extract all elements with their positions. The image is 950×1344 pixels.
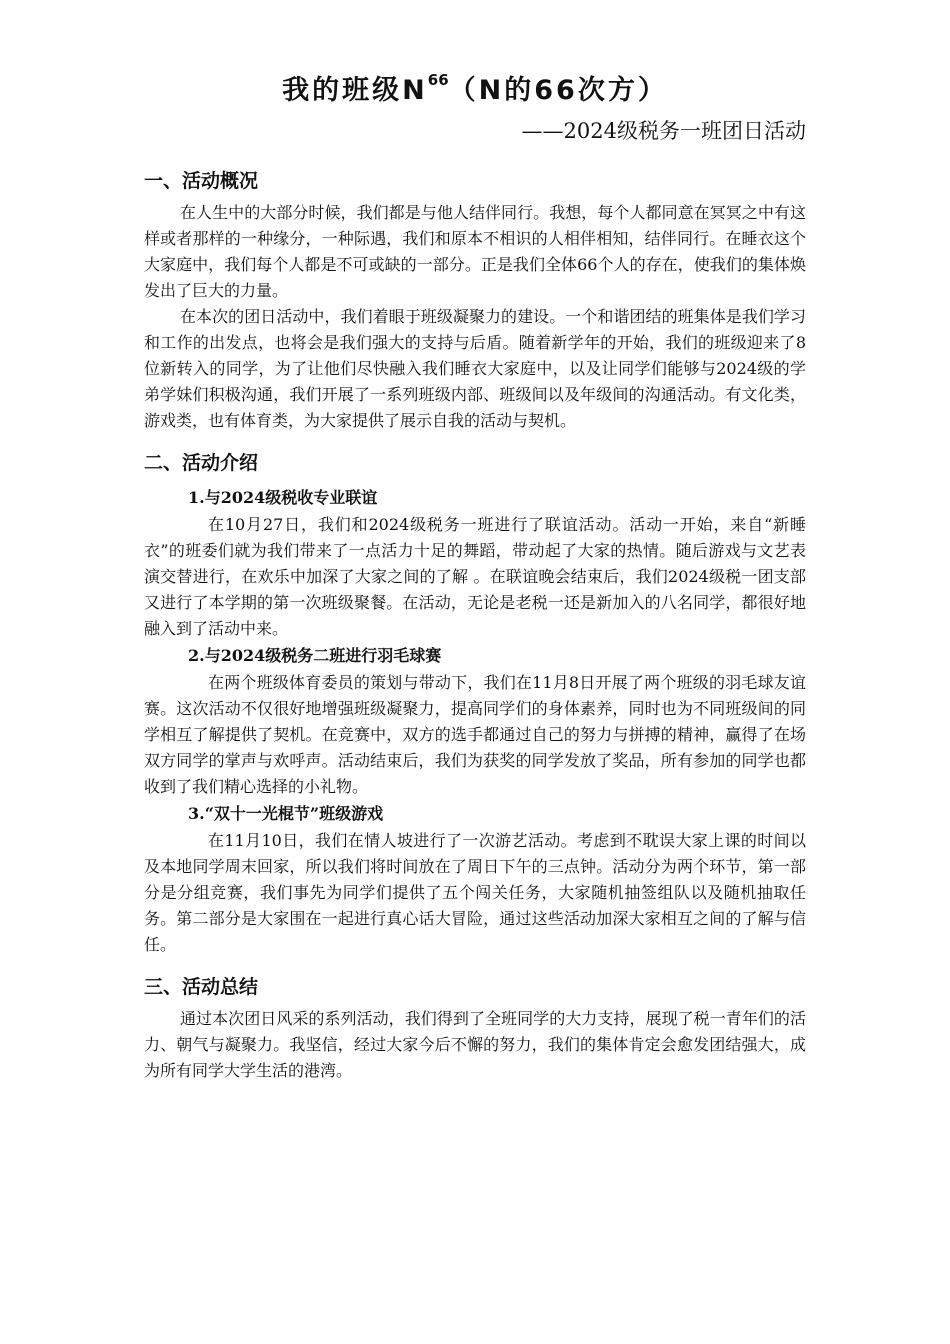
activity-title-2: 2.与2024级税务二班进行羽毛球赛 xyxy=(188,646,442,665)
overview-paragraph-2: 在本次的团日活动中，我们着眼于班级凝聚力的建设。一个和谐团结的班集体是我们学习和工作的出发点，也将会是我们强大的支持与后盾。随着新学年的开始，我们的班级迎来了8位新转入的同学，为了让他们尽快融入我们睡衣大家庭中，以及让同学们能够与2024级的学弟学妹们积极沟通，我们开展了一系列班级内部、班级间以及年级间的沟通活动。有文化类，游戏类，也有体育类，为大家提供了展示自我的活动与契机。 xyxy=(144,307,806,430)
activity-text-2: 在两个班级体育委员的策划与带动下，我们在11月8日开展了两个班级的羽毛球友谊赛。这次活动不仅很好地增强班级凝聚力，提高同学们的身体素养，同时也为不同班级间的同学相互了解提供了契机。在竞赛中，双方的选手都通过自己的努力与拼搏的精神，赢得了在场双方同学的掌声与欢呼声。活动结束后，我们为获奖的同学发放了奖品，所有参加的同学也都收到了我们精心选择的小礼物。 xyxy=(144,673,806,796)
activity-title-3: 3.“双十一光棍节”班级游戏 xyxy=(188,804,384,823)
overview-paragraph-1: 在人生中的大部分时候，我们都是与他人结伴同行。我想，每个人都同意在冥冥之中有这样或者那样的一种缘分，一种际遇，我们和原本不相识的人相伴相知，结伴同行。在睡衣这个大家庭中，我们每个人都是不可或缺的一部分。正是我们全体66个人的存在，使我们的集体焕发出了巨大的力量。 xyxy=(144,203,806,300)
title-superscript: 66 xyxy=(427,71,449,89)
document-subtitle: ——2024级税务一班团日活动 xyxy=(521,119,806,143)
section-heading-summary: 三、活动总结 xyxy=(144,976,259,998)
title-tail: （N的66次方） xyxy=(448,75,668,106)
activity-title-1: 1.与2024级税收专业联谊 xyxy=(188,488,378,507)
activity-text-1: 在10月27日，我们和2024级税务一班进行了联谊活动。活动一开始，来自“新睡衣”的班委们就为我们带来了一点活力十足的舞蹈，带动起了大家的热情。随后游戏与文艺表演交替进行，在欢乐中加深了大家之间的了解 。在联谊晚会结束后，我们2024级税一团支部又进行了本学期的第一次班级聚餐。在活动，无论是老税一还是新加入的八名同学，都很好地融入到了活动中来。 xyxy=(144,515,806,638)
document-title xyxy=(0,60,950,111)
summary-paragraph: 通过本次团日风采的系列活动，我们得到了全班同学的大力支持，展现了税一青年们的活力、朝气与凝聚力。我坚信，经过大家今后不懈的努力，我们的集体肯定会愈发团结强大，成为所有同学大学生活的港湾。 xyxy=(144,1009,806,1080)
activity-text-3: 在11月10日，我们在情人坡进行了一次游艺活动。考虑到不耽误大家上课的时间以及本地同学周末回家，所以我们将时间放在了周日下午的三点钟。活动分为两个环节，第一部分是分组竞赛，我们事先为同学们提供了五个闯关任务，大家随机抽签组队以及随机抽取任务。第二部分是大家围在一起进行真心话大冒险，通过这些活动加深大家相互之间的了解与信任。 xyxy=(144,831,806,954)
section-heading-introduction: 二、活动介绍 xyxy=(144,452,259,474)
title-main: 我的班级N xyxy=(282,75,428,106)
section-heading-overview: 一、活动概况 xyxy=(144,170,259,192)
document-body xyxy=(144,162,806,1084)
